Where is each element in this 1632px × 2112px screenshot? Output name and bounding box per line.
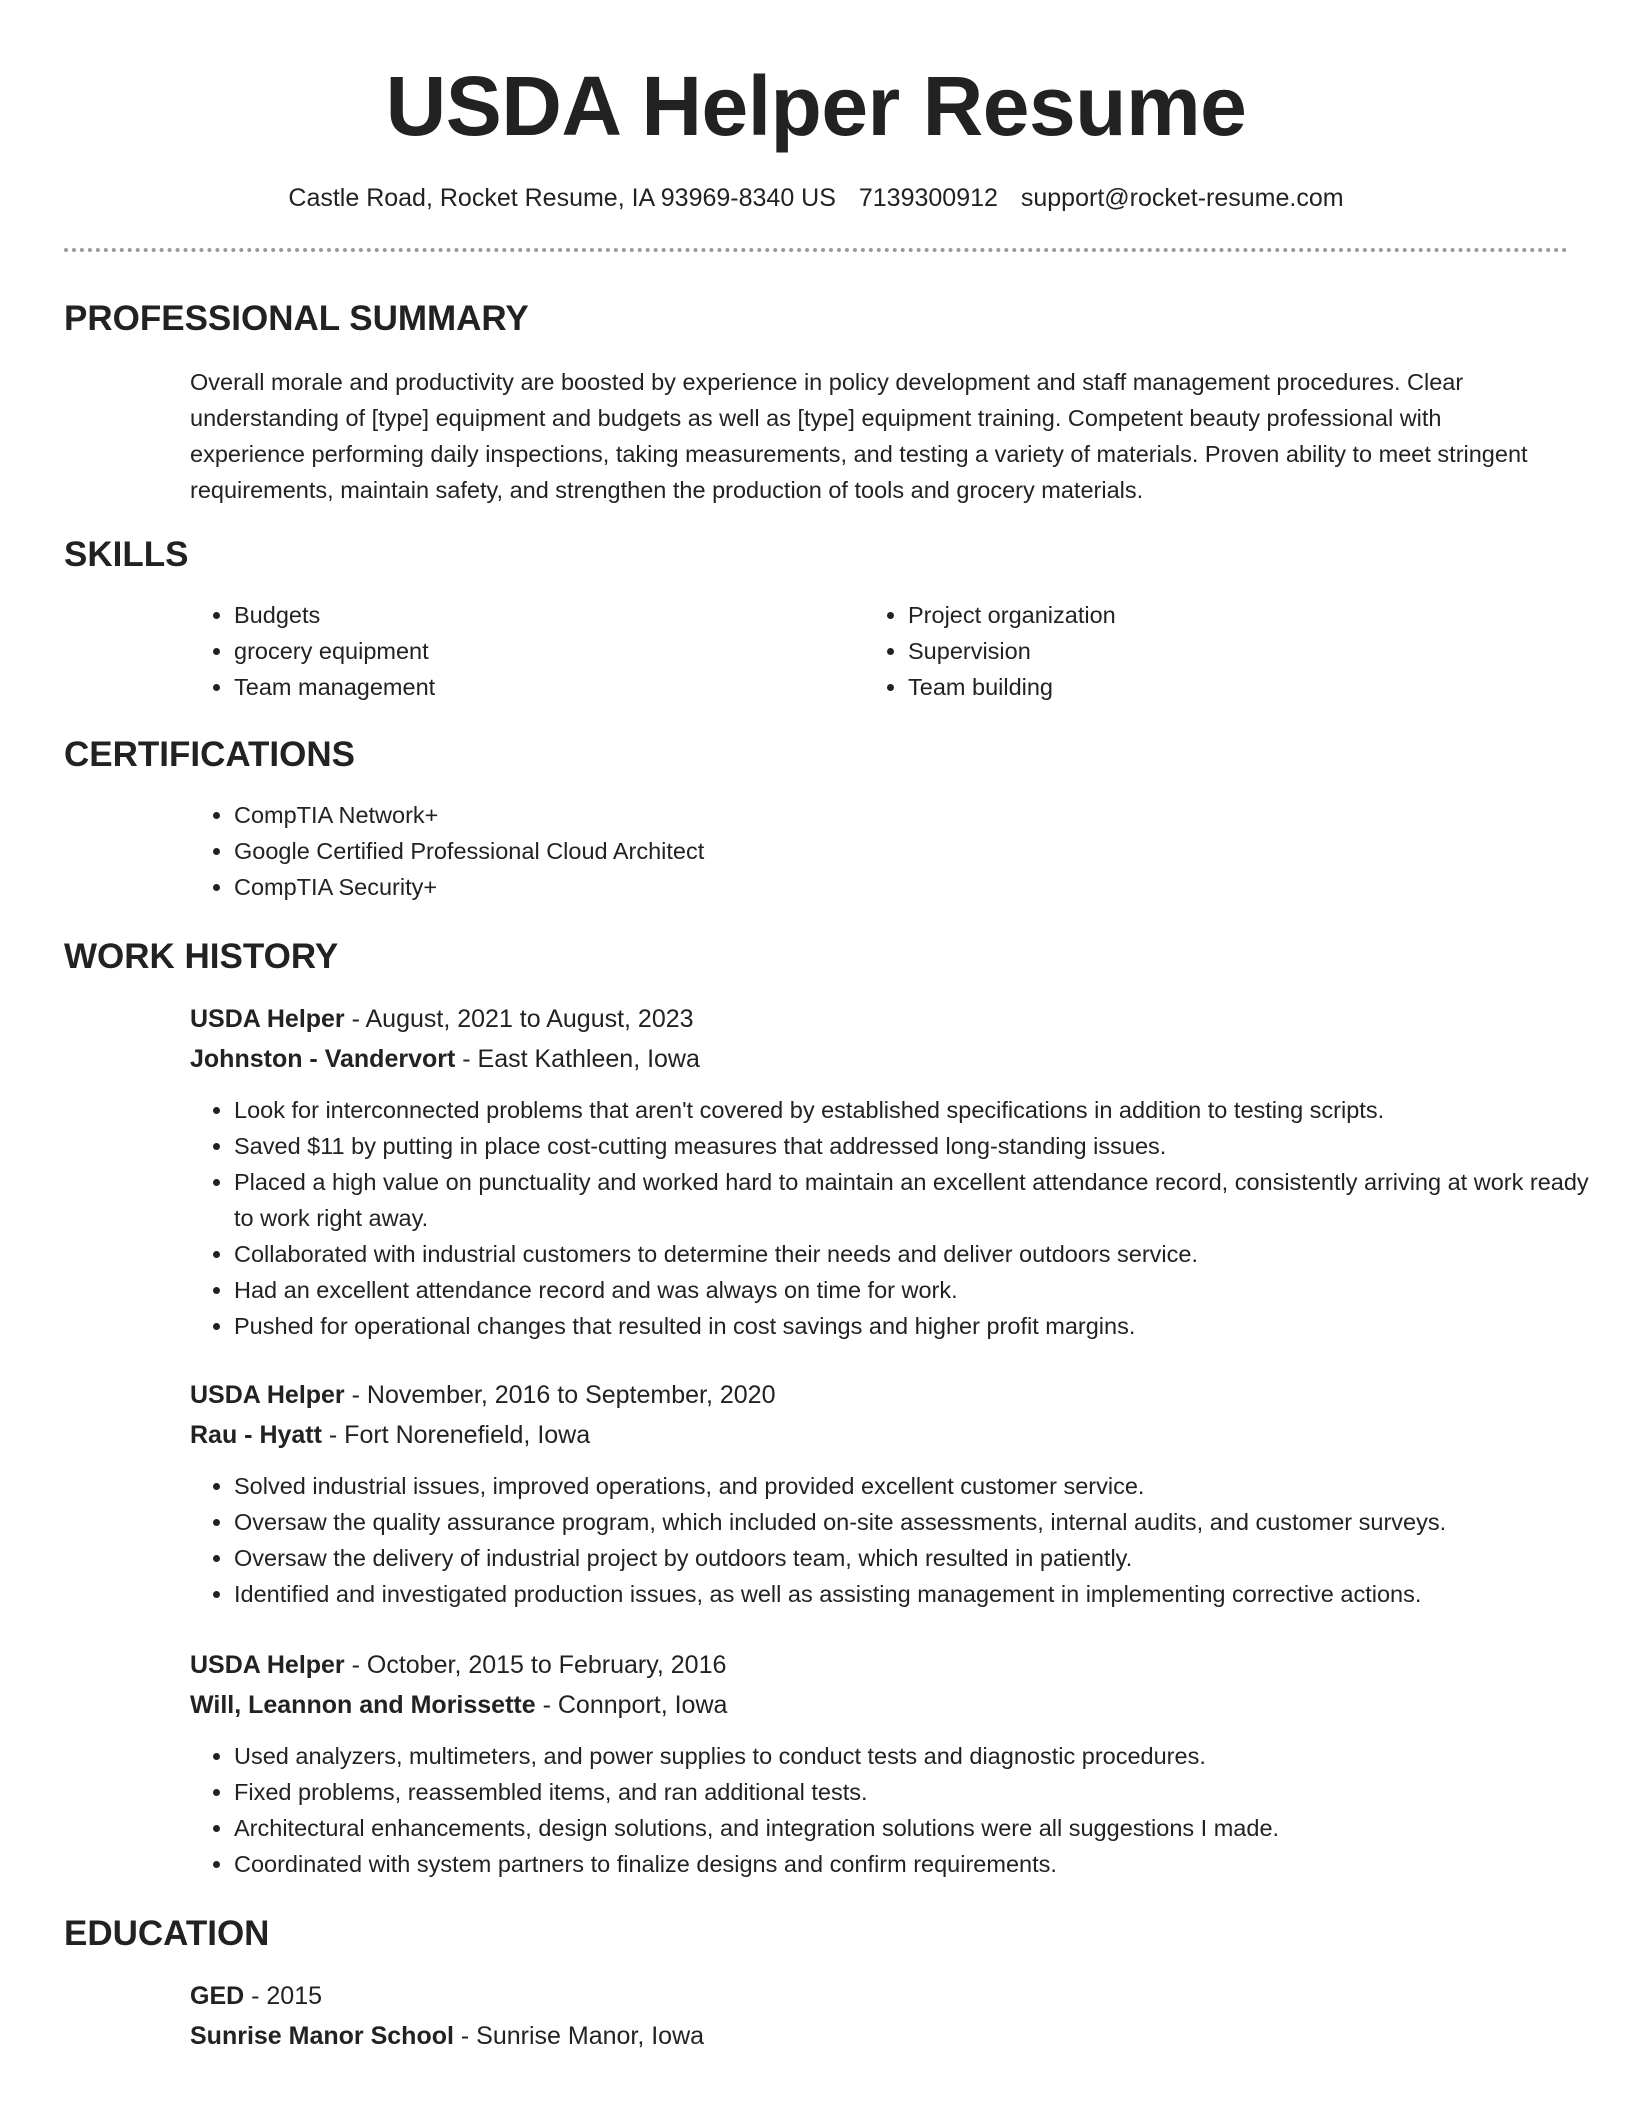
job-location: - Fort Norenefield, Iowa [321,1421,591,1449]
job-location: - Connport, Iowa [535,1691,728,1719]
job-role: USDA Helper [190,1005,345,1033]
certifications-list [190,797,1534,905]
job-dates: - August, 2021 to August, 2023 [344,1005,694,1033]
list-item: • Team management [234,669,834,705]
job-company: Johnston - Vandervort [190,1045,456,1073]
list-item: • Budgets [234,597,834,633]
list-item: • Solved industrial issues, improved operations, and provided excellent customer service. [234,1468,1594,1504]
section-title-education: EDUCATION [64,1914,270,1953]
job-location: - East Kathleen, Iowa [455,1045,700,1073]
job-company-line [190,1685,727,1725]
contact-phone: 7139300912 [858,184,998,212]
contact-line [64,180,1568,216]
list-item: • Identified and investigated production issues, as well as assisting management in implementing corrective actions. [234,1576,1594,1612]
education-school-line [190,2016,704,2056]
education-school: Sunrise Manor School [190,2022,454,2050]
list-item: • Placed a high value on punctuality and worked hard to maintain an excellent attendance record, consistently arriving at work ready to work right away. [234,1164,1594,1236]
job-bullets [190,1092,1594,1344]
education-year: - 2015 [244,1982,323,2010]
job-bullets [190,1738,1594,1882]
list-item: • Coordinated with system partners to finalize designs and confirm requirements. [234,1846,1594,1882]
job-company: Will, Leannon and Morissette [190,1691,536,1719]
list-item: • Supervision [908,633,1508,669]
job-dates: - October, 2015 to February, 2016 [344,1651,727,1679]
skills-list-right [864,597,1508,705]
job-bullets [190,1468,1594,1612]
list-item: • CompTIA Network+ [234,797,1534,833]
list-item: • Collaborated with industrial customers to determine their needs and deliver outdoors service. [234,1236,1594,1272]
job-title-line [190,1375,776,1415]
education-degree: GED [190,1982,245,2010]
list-item: • grocery equipment [234,633,834,669]
job-title-line [190,1645,726,1685]
education-degree-line [190,1976,322,2016]
job-company-line [190,1039,700,1079]
list-item: • Fixed problems, reassembled items, and ran additional tests. [234,1774,1594,1810]
list-item: • CompTIA Security+ [234,869,1534,905]
list-item: • Project organization [908,597,1508,633]
education-location: - Sunrise Manor, Iowa [453,2022,705,2050]
list-item: • Architectural enhancements, design solutions, and integration solutions were all suggestions I made. [234,1810,1594,1846]
job-company: Rau - Hyatt [190,1421,322,1449]
list-item: • Used analyzers, multimeters, and power supplies to conduct tests and diagnostic procedures. [234,1738,1594,1774]
job-role: USDA Helper [190,1381,345,1409]
summary-text: Overall morale and productivity are boosted by experience in policy development and staff management procedures. Clear understanding of [type] equipment and budgets as well as [type] equipment training. Competent beauty professional with experience performing daily inspections, taking measurements, and testing a variety of materials. Proven ability to meet stringent requirements, maintain safety, and strengthen the production of tools and grocery materials. [190,369,1528,503]
resume-title: USDA Helper Resume [385,59,1247,153]
section-title-skills: SKILLS [64,535,189,574]
section-title-summary: PROFESSIONAL SUMMARY [64,299,529,338]
section-title-certifications: CERTIFICATIONS [64,735,356,774]
list-item: • Saved $11 by putting in place cost-cutting measures that addressed long-standing issues. [234,1128,1594,1164]
job-company-line [190,1415,590,1455]
list-item: • Team building [908,669,1508,705]
list-item: • Had an excellent attendance record and was always on time for work. [234,1272,1594,1308]
list-item: • Oversaw the delivery of industrial project by outdoors team, which resulted in patiently. [234,1540,1594,1576]
skills-list-left [190,597,834,705]
header-divider [64,248,1568,252]
job-title-line [190,999,694,1039]
contact-email: support@rocket-resume.com [1020,184,1344,212]
list-item: • Pushed for operational changes that resulted in cost savings and higher profit margins. [234,1308,1594,1344]
contact-address: Castle Road, Rocket Resume, IA 93969-8340 US [288,184,836,212]
section-title-work-history: WORK HISTORY [64,937,339,976]
list-item: • Look for interconnected problems that aren't covered by established specifications in addition to testing scripts. [234,1092,1594,1128]
list-item: • Oversaw the quality assurance program, which included on-site assessments, internal audits, and customer surveys. [234,1504,1594,1540]
list-item: • Google Certified Professional Cloud Architect [234,833,1534,869]
job-dates: - November, 2016 to September, 2020 [344,1381,776,1409]
job-role: USDA Helper [190,1651,345,1679]
